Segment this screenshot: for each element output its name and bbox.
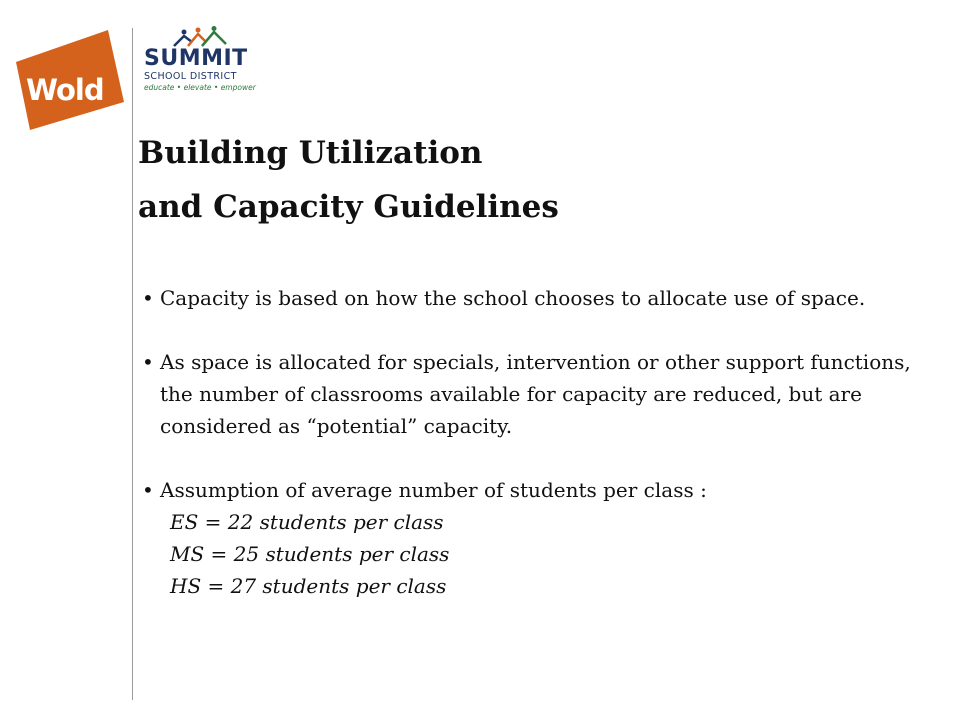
- wold-logo-text: Wold: [26, 73, 104, 107]
- title-line-2: and Capacity Guidelines: [138, 189, 559, 225]
- bullet-marker: •: [142, 350, 154, 374]
- class-size-assumptions: [142, 506, 932, 602]
- assumption-es: ES = 22 students per class: [170, 510, 444, 534]
- summit-logo-subtitle: SCHOOL DISTRICT: [144, 71, 237, 82]
- bullet-item-space-allocation: [142, 346, 932, 442]
- page-title: [138, 126, 559, 234]
- bullet-marker: •: [142, 478, 154, 502]
- assumption-hs: HS = 27 students per class: [170, 574, 447, 598]
- wold-logo: [16, 30, 124, 130]
- bullet-item-assumptions: [142, 474, 932, 506]
- bullet-text: Assumption of average number of students per class :: [160, 478, 707, 502]
- title-line-1: Building Utilization: [138, 135, 483, 171]
- summit-logo-name: SUMMIT: [144, 46, 248, 71]
- summit-logo: [140, 26, 256, 96]
- bullet-marker: •: [142, 286, 154, 310]
- bullet-item-capacity: [142, 282, 932, 314]
- assumption-ms: MS = 25 students per class: [170, 542, 450, 566]
- bullet-text: Capacity is based on how the school chooses to allocate use of space.: [160, 286, 866, 310]
- vertical-divider: [132, 28, 133, 700]
- summit-figures-icon: [170, 26, 240, 48]
- bullet-text: As space is allocated for specials, intervention or other support functions, the number of classrooms available for capacity are reduced, but are considered as “potential” capacity.: [160, 350, 911, 438]
- bullet-list: [142, 282, 932, 602]
- summit-logo-tagline: educate • elevate • empower: [144, 83, 256, 92]
